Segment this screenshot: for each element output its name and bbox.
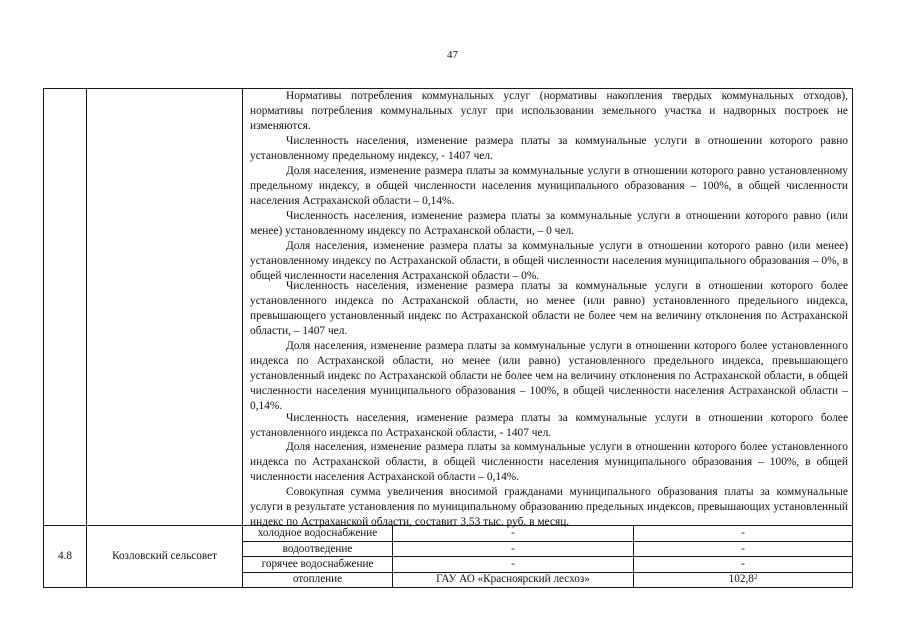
row-divider [242, 556, 852, 557]
table-border-right [852, 88, 853, 588]
col-divider [242, 88, 243, 588]
service-value: 102,8 [728, 573, 754, 585]
paragraph-population-equal-limit: Численность населения, изменение размера платы за коммунальные услуги в отношении которого равно установленному предельному индексу, - 1407 чел. [250, 135, 848, 163]
service-name: холодное водоснабжение [257, 527, 378, 539]
page-number: 47 [447, 49, 458, 61]
row-divider [242, 541, 852, 542]
service-provider: - [511, 558, 515, 570]
service-provider: - [511, 543, 515, 555]
service-value: - [741, 558, 745, 570]
paragraph-share-equal-regional: Доля населения, изменение размера платы за коммунальные услуги в отношении которого равно (или менее) установленному индексу по Астраханской области, в общей численности населения муниципального образования – 0%, в общей численности населения Астраханской области – 0%. [250, 240, 848, 283]
paragraph-population-above: Численность населения, изменение размера платы за коммунальные услуги в отношении которого более установленного индекса по Астраханской области, - 1407 чел. [250, 412, 848, 440]
footnote-marker: 2 [753, 573, 758, 581]
paragraph-share-equal-limit: Доля населения, изменение размера платы за коммунальные услуги в отношении которого равно установленному предельному индексу, в общей численности населения муниципального образования – 100%, в общей численности населения Астраханской области – 0,14%. [250, 165, 848, 208]
paragraph-population-equal-regional: Численность населения, изменение размера платы за коммунальные услуги в отношении которого равно (или менее) установленному индексу по Астраханской области, – 0 чел. [250, 210, 848, 238]
service-value: - [741, 543, 745, 555]
paragraph-share-between: Доля населения, изменение размера платы за коммунальные услуги в отношении которого более установленного индекса по Астраханской области, но менее (или равно) установленного предельного индекса, превышающего установленный индекс по Астраханской области не более чем на величину отклонения по Астраханской области, в общей численности населения муниципального образования – 100%, в общей численности населения Астраханской области – 0,14%. [250, 340, 848, 413]
settlement-name: Козловский сельсовет [112, 550, 217, 562]
table-border-left [43, 88, 44, 588]
table-border-bottom [43, 587, 853, 588]
service-provider: - [511, 527, 515, 539]
service-value: - [741, 527, 745, 539]
paragraph-population-between: Численность населения, изменение размера платы за коммунальные услуги в отношении которого более установленного индекса по Астраханской области, но менее (или равно) установленного предельного индекса, превышающего установленный индекс по Астраханской области не более чем на величину отклонения по Астраханской области, – 1407 чел. [250, 280, 848, 338]
service-name: водоотведение [282, 543, 353, 555]
paragraph-share-above: Доля населения, изменение размера платы за коммунальные услуги в отношении которого более установленного индекса по Астраханской области, в общей численности населения муниципального образования – 100%, в общей численности населения Астраханской области – 0,14%. [250, 441, 848, 484]
service-value-cell [634, 573, 852, 586]
service-name: горячее водоснабжение [261, 558, 374, 570]
col-divider [86, 88, 87, 588]
service-provider: ГАУ АО «Красноярский лесхоз» [436, 573, 590, 585]
paragraph-total-sum: Совокупная сумма увеличения вносимой гражданами муниципального образования платы за коммунальные услуги в результате установления по муниципальному образованию предельных индексов, превышающих установленный индекс по Астраханской области, составит 3,53 тыс. руб. в месяц. [250, 486, 848, 529]
row-number: 4.8 [58, 550, 72, 562]
paragraph-norms: Нормативы потребления коммунальных услуг (нормативы накопления твердых коммунальных отходов), нормативы потребления коммунальных услуг при использовании земельного участка и надворных построек не изменяются. [250, 90, 848, 133]
service-name: отопление [292, 573, 343, 585]
